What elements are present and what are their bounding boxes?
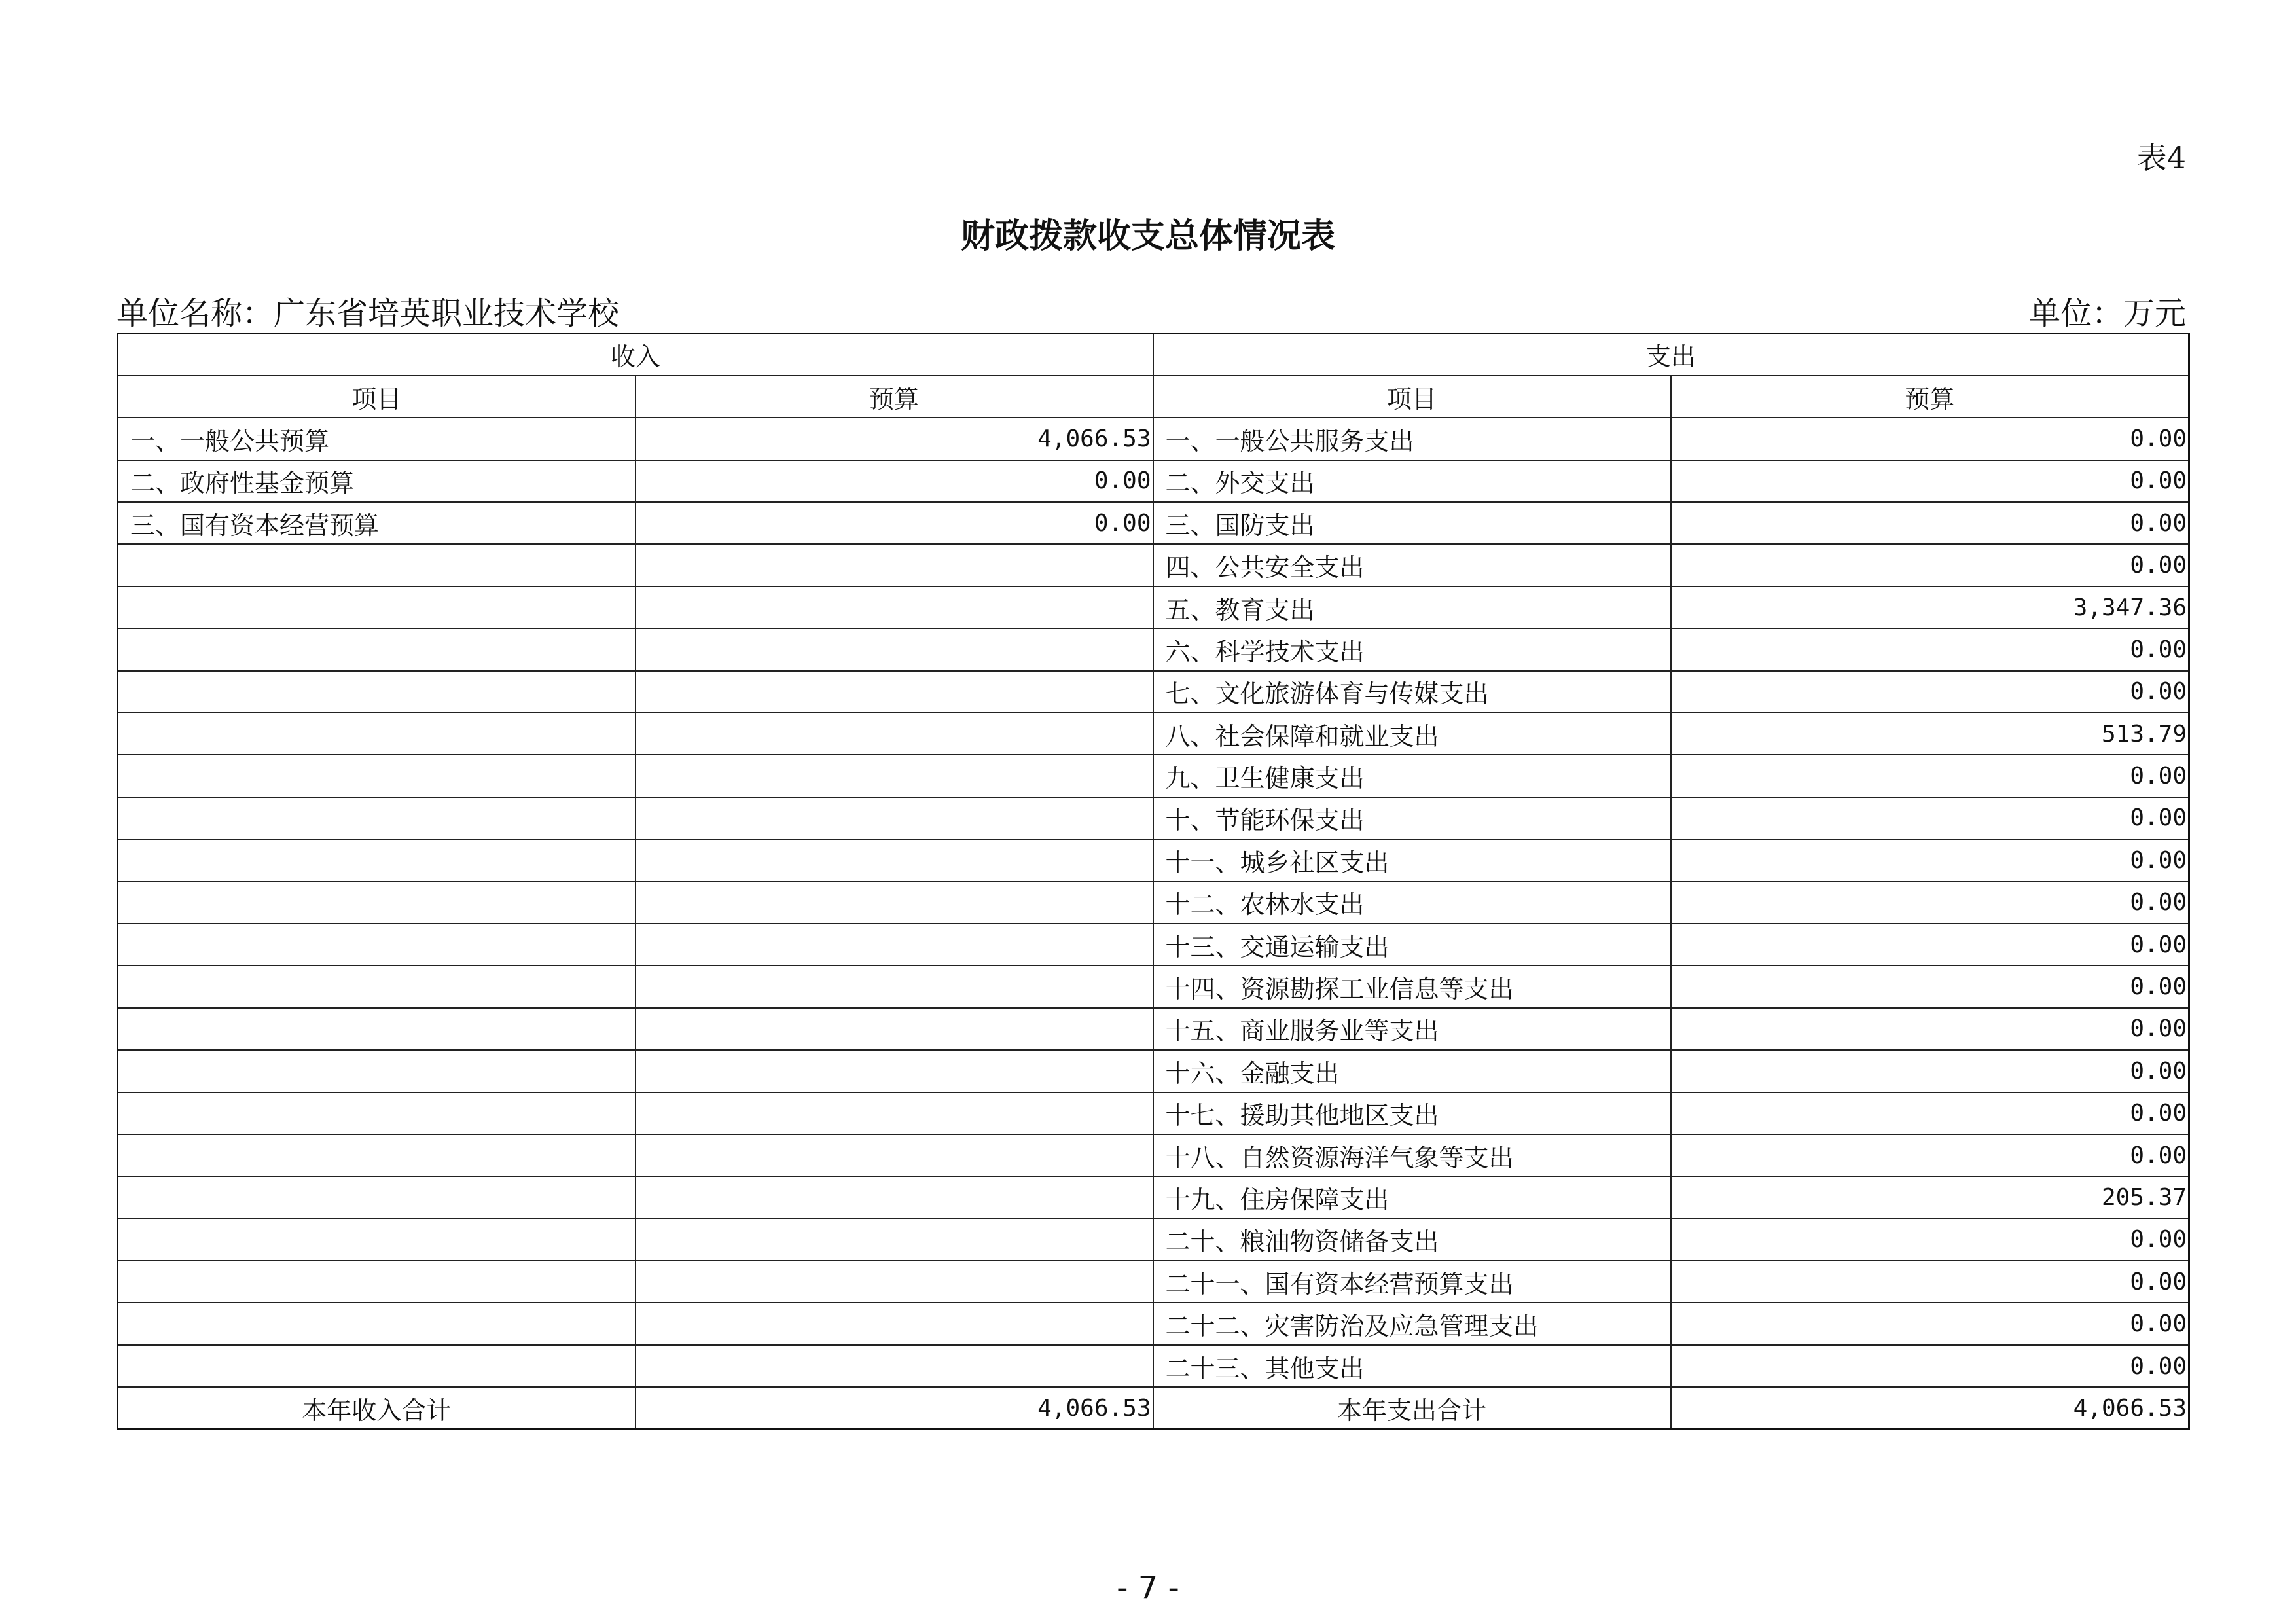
expense-item-cell: 十九、住房保障支出 (1153, 1176, 1671, 1218)
table-row (118, 418, 2189, 460)
table-row (118, 713, 2189, 755)
expense-budget-cell: 0.00 (1671, 1092, 2189, 1134)
income-item-cell (118, 1176, 636, 1218)
income-budget-cell (636, 586, 1153, 628)
budget-table (117, 333, 2190, 1430)
expense-item-cell: 九、卫生健康支出 (1153, 755, 1671, 797)
expense-budget-cell: 0.00 (1671, 502, 2189, 544)
income-budget-cell: 0.00 (636, 502, 1153, 544)
expense-budget-cell: 0.00 (1671, 671, 2189, 713)
income-budget-cell (636, 1092, 1153, 1134)
income-item-cell (118, 1261, 636, 1303)
expense-budget-cell: 0.00 (1671, 544, 2189, 586)
expense-budget-cell: 0.00 (1671, 882, 2189, 924)
table-row (118, 1092, 2189, 1134)
header-expense-budget: 预算 (1671, 376, 2189, 418)
expense-item-cell: 十、节能环保支出 (1153, 797, 1671, 839)
income-total-label: 本年收入合计 (118, 1387, 636, 1429)
income-budget-cell (636, 839, 1153, 881)
unit-name-label: 单位名称：广东省培英职业技术学校 (117, 295, 620, 332)
expense-item-cell: 二十二、灾害防治及应急管理支出 (1153, 1303, 1671, 1344)
income-budget-cell (636, 924, 1153, 965)
table-row (118, 1134, 2189, 1176)
income-item-cell (118, 924, 636, 965)
income-item-cell (118, 755, 636, 797)
expense-item-cell: 十一、城乡社区支出 (1153, 839, 1671, 881)
expense-budget-cell: 0.00 (1671, 1134, 2189, 1176)
page-title: 财政拨款收支总体情况表 (960, 217, 1335, 256)
expense-total-label: 本年支出合计 (1153, 1387, 1671, 1429)
expense-budget-cell: 205.37 (1671, 1176, 2189, 1218)
table-total-row (118, 1387, 2189, 1429)
income-budget-cell (636, 628, 1153, 670)
expense-item-cell: 二十一、国有资本经营预算支出 (1153, 1261, 1671, 1303)
expense-budget-cell: 0.00 (1671, 460, 2189, 502)
income-budget-cell (636, 797, 1153, 839)
income-item-cell (118, 628, 636, 670)
table-row (118, 1176, 2189, 1218)
table-row (118, 1050, 2189, 1092)
expense-item-cell: 二、外交支出 (1153, 460, 1671, 502)
expense-budget-cell: 0.00 (1671, 965, 2189, 1007)
table-row (118, 797, 2189, 839)
currency-unit-label: 单位：万元 (2028, 295, 2186, 332)
expense-item-cell: 十五、商业服务业等支出 (1153, 1008, 1671, 1050)
income-budget-cell (636, 965, 1153, 1007)
table-header-row-columns (118, 376, 2189, 418)
page-number: - 7 - (1117, 1570, 1179, 1606)
expense-item-cell: 十七、援助其他地区支出 (1153, 1092, 1671, 1134)
income-item-cell (118, 544, 636, 586)
expense-item-cell: 二十三、其他支出 (1153, 1345, 1671, 1387)
income-item-cell (118, 586, 636, 628)
income-budget-cell (636, 1176, 1153, 1218)
table-header-row-sections (118, 334, 2189, 376)
income-item-cell (118, 1008, 636, 1050)
expense-item-cell: 三、国防支出 (1153, 502, 1671, 544)
budget-table-body (118, 334, 2189, 1430)
expense-item-cell: 一、一般公共服务支出 (1153, 418, 1671, 460)
table-row (118, 1345, 2189, 1387)
expense-budget-cell: 0.00 (1671, 1261, 2189, 1303)
table-number-label: 表4 (2136, 140, 2186, 175)
income-item-cell (118, 797, 636, 839)
table-row (118, 544, 2189, 586)
table-row (118, 1261, 2189, 1303)
table-row (118, 1008, 2189, 1050)
income-item-cell (118, 1050, 636, 1092)
income-item-cell (118, 713, 636, 755)
income-item-cell (118, 882, 636, 924)
income-item-cell (118, 839, 636, 881)
income-item-cell (118, 1134, 636, 1176)
expense-budget-cell: 0.00 (1671, 755, 2189, 797)
expense-budget-cell: 0.00 (1671, 1219, 2189, 1261)
income-item-cell: 三、国有资本经营预算 (118, 502, 636, 544)
income-item-cell (118, 1345, 636, 1387)
expense-item-cell: 十四、资源勘探工业信息等支出 (1153, 965, 1671, 1007)
expense-budget-cell: 3,347.36 (1671, 586, 2189, 628)
expense-item-cell: 四、公共安全支出 (1153, 544, 1671, 586)
table-row (118, 628, 2189, 670)
income-item-cell: 一、一般公共预算 (118, 418, 636, 460)
header-expense: 支出 (1153, 334, 2189, 376)
expense-budget-cell: 0.00 (1671, 628, 2189, 670)
table-row (118, 586, 2189, 628)
table-row (118, 502, 2189, 544)
income-budget-cell (636, 1134, 1153, 1176)
expense-item-cell: 十六、金融支出 (1153, 1050, 1671, 1092)
income-item-cell (118, 671, 636, 713)
expense-item-cell: 八、社会保障和就业支出 (1153, 713, 1671, 755)
expense-item-cell: 十八、自然资源海洋气象等支出 (1153, 1134, 1671, 1176)
income-budget-cell (636, 1303, 1153, 1344)
income-budget-cell (636, 1050, 1153, 1092)
income-budget-cell (636, 544, 1153, 586)
table-row (118, 755, 2189, 797)
expense-budget-cell: 513.79 (1671, 713, 2189, 755)
income-item-cell (118, 965, 636, 1007)
table-row (118, 460, 2189, 502)
table-row (118, 924, 2189, 965)
expense-item-cell: 十三、交通运输支出 (1153, 924, 1671, 965)
income-budget-cell (636, 671, 1153, 713)
income-budget-cell (636, 713, 1153, 755)
expense-budget-cell: 0.00 (1671, 1345, 2189, 1387)
income-budget-cell (636, 755, 1153, 797)
table-row (118, 671, 2189, 713)
table-row (118, 965, 2189, 1007)
income-item-cell: 二、政府性基金预算 (118, 460, 636, 502)
income-budget-cell (636, 1219, 1153, 1261)
expense-item-cell: 二十、粮油物资储备支出 (1153, 1219, 1671, 1261)
table-row (118, 839, 2189, 881)
header-expense-item: 项目 (1153, 376, 1671, 418)
header-income-item: 项目 (118, 376, 636, 418)
expense-item-cell: 十二、农林水支出 (1153, 882, 1671, 924)
expense-budget-cell: 0.00 (1671, 924, 2189, 965)
income-item-cell (118, 1092, 636, 1134)
income-budget-cell (636, 1345, 1153, 1387)
expense-budget-cell: 0.00 (1671, 1050, 2189, 1092)
expense-budget-cell: 0.00 (1671, 839, 2189, 881)
income-budget-cell (636, 882, 1153, 924)
expense-budget-cell: 0.00 (1671, 797, 2189, 839)
income-item-cell (118, 1303, 636, 1344)
expense-total-value: 4,066.53 (1671, 1387, 2189, 1429)
expense-budget-cell: 0.00 (1671, 418, 2189, 460)
table-row (118, 1303, 2189, 1344)
income-item-cell (118, 1219, 636, 1261)
expense-budget-cell: 0.00 (1671, 1303, 2189, 1344)
table-row (118, 1219, 2189, 1261)
income-budget-cell: 4,066.53 (636, 418, 1153, 460)
income-budget-cell (636, 1261, 1153, 1303)
expense-item-cell: 五、教育支出 (1153, 586, 1671, 628)
table-row (118, 882, 2189, 924)
income-total-value: 4,066.53 (636, 1387, 1153, 1429)
header-income: 收入 (118, 334, 1153, 376)
expense-item-cell: 六、科学技术支出 (1153, 628, 1671, 670)
income-budget-cell: 0.00 (636, 460, 1153, 502)
income-budget-cell (636, 1008, 1153, 1050)
expense-item-cell: 七、文化旅游体育与传媒支出 (1153, 671, 1671, 713)
expense-budget-cell: 0.00 (1671, 1008, 2189, 1050)
header-income-budget: 预算 (636, 376, 1153, 418)
